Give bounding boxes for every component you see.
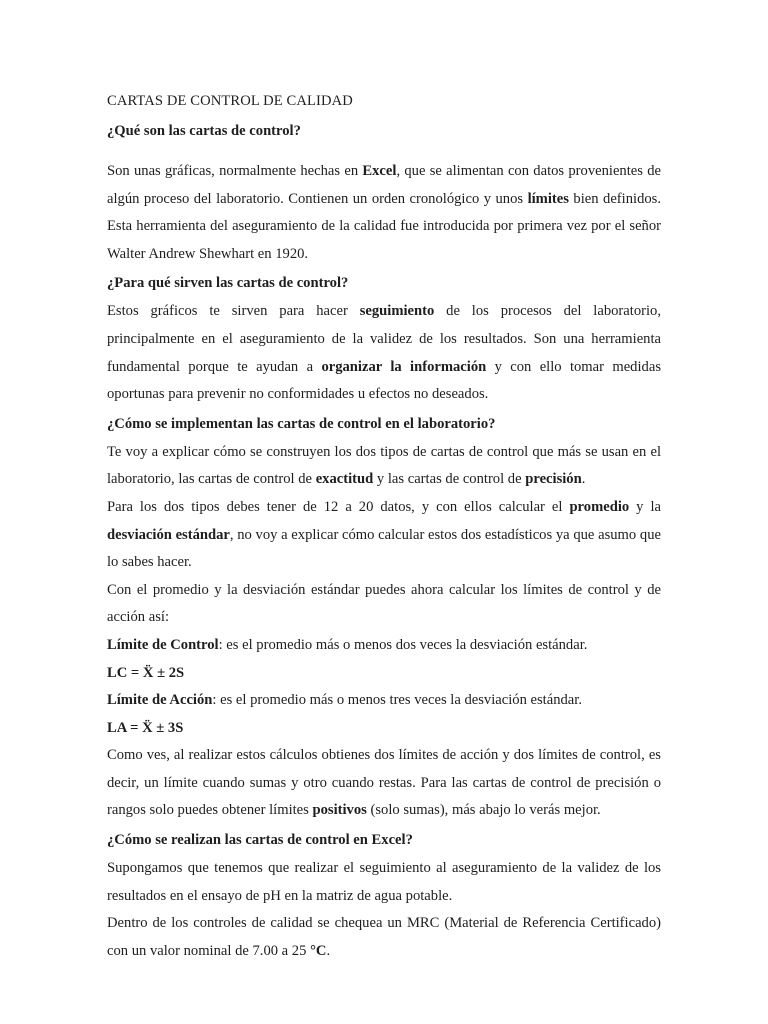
paragraph-purpose: Estos gráficos te sirven para hacer seguimiento de los procesos del laboratorio, principalmente en el aseguramiento de la validez de los resultados. Son una herramienta fundamental porque te ayudan a organizar la información y con ello tomar medidas oportunas para prevenir no conformidades u efectos no deseados.	[107, 303, 661, 403]
document-body	[107, 88, 661, 965]
bold-lc-label: Límite de Control	[107, 636, 219, 653]
paragraph-mrc: Dentro de los controles de calidad se chequea un MRC (Material de Referencia Certificado) con un valor nominal de 7.00 a 25 °C.	[107, 915, 661, 959]
paragraph-limits-intro: Con el promedio y la desviación estándar puedes ahora calcular los límites de control y de acción así:	[107, 581, 661, 626]
paragraph-control-limit: Límite de Control: es el promedio más o menos dos veces la desviación estándar.	[107, 636, 588, 653]
paragraph-types: Te voy a explicar cómo se construyen los dos tipos de cartas de control que más se usan en el laboratorio, las cartas de control de exactitud y las cartas de control de precisión.	[107, 443, 661, 488]
bold-limites: límites	[527, 190, 569, 207]
bold-degrees: °C	[310, 942, 327, 959]
formula-la: LA = Ẍ ± 3S	[107, 719, 184, 736]
bold-exactitud: exactitud	[315, 471, 374, 488]
paragraph-limits-explanation: Como ves, al realizar estos cálculos obtienes dos límites de acción y dos límites de control, es decir, un límite cuando sumas y otro cuando restas. Para las cartas de control de precisión o rangos solo puedes obtener límites positivos (solo sumas), más abajo lo verás mejor.	[107, 747, 661, 819]
paragraph-data-requirements: Para los dos tipos debes tener de 12 a 20 datos, y con ellos calcular el promedio y la desviación estándar, no voy a explicar cómo calcular estos dos estadísticos ya que asumo que lo sabes hacer.	[107, 498, 661, 571]
bold-seguimiento: seguimiento	[359, 303, 435, 320]
bold-desviacion: desviación estándar	[107, 526, 230, 543]
paragraph-example-ph: Supongamos que tenemos que realizar el seguimiento al aseguramiento de la validez de los resultados en el ensayo de pH en la matriz de agua potable.	[107, 860, 661, 904]
bold-promedio: promedio	[569, 498, 630, 515]
bold-positivos: positivos	[312, 802, 367, 819]
bold-precision: precisión	[525, 471, 582, 488]
heading-para-que: ¿Para qué sirven las cartas de control?	[107, 275, 349, 292]
bold-excel: Excel	[362, 163, 397, 179]
paragraph-definition: Son unas gráficas, normalmente hechas en Excel, que se alimentan con datos provenientes de algún proceso del laboratorio. Contienen un orden cronológico y unos límites bien definidos. Esta herramienta del aseguramiento de la calidad fue introducida por primera vez por el señor Walter Andrew Shewhart en 1920.	[107, 163, 661, 262]
document-title: CARTAS DE CONTROL DE CALIDAD	[107, 93, 353, 109]
bold-la-label: Límite de Acción	[107, 692, 213, 709]
heading-que-son: ¿Qué son las cartas de control?	[107, 123, 301, 139]
formula-lc: LC = Ẍ ± 2S	[107, 664, 185, 681]
bold-organizar: organizar la información	[321, 358, 487, 375]
heading-excel: ¿Cómo se realizan las cartas de control en Excel?	[107, 832, 413, 849]
paragraph-action-limit: Límite de Acción: es el promedio más o menos tres veces la desviación estándar.	[107, 692, 582, 709]
heading-como-implementan: ¿Cómo se implementan las cartas de control en el laboratorio?	[107, 415, 496, 432]
